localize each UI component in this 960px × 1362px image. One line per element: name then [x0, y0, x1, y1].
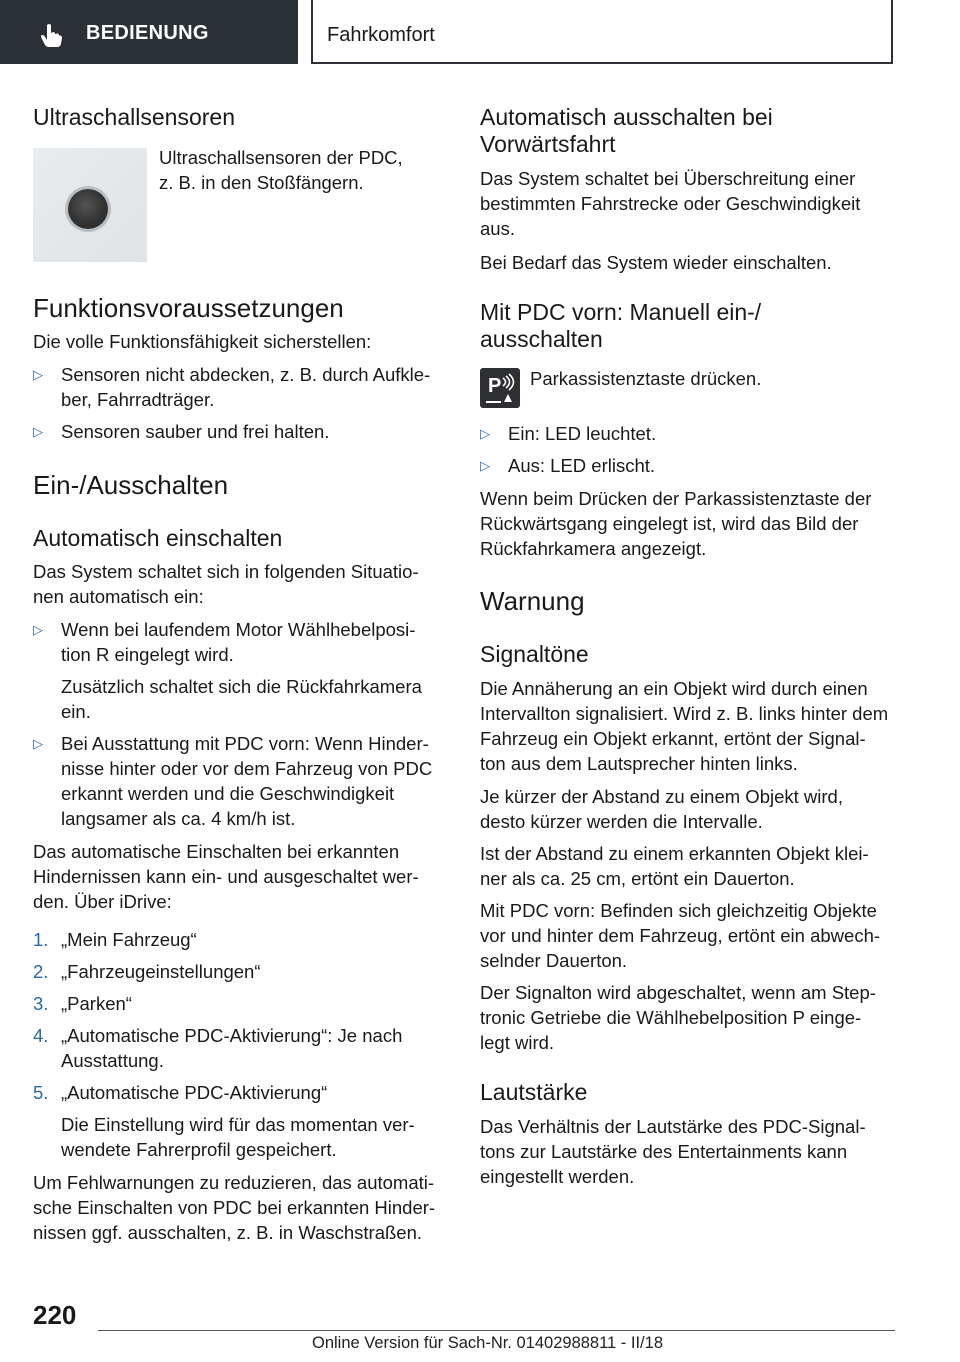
signal-p1-4: ton aus dem Lautsprecher hinten links. [480, 753, 798, 774]
bullet-icon: ▷ [33, 367, 43, 382]
auto-off-p1-3: aus. [480, 218, 515, 239]
manual-p-3: Rückfahrkamera angezeigt. [480, 538, 707, 559]
step-number: 5. [33, 1082, 49, 1103]
auto-off-p1-1: Das System schaltet bei Überschreitung einer [480, 168, 856, 189]
list-item: Wenn bei laufendem Motor Wählhebelposi- [61, 619, 416, 640]
svg-text:P: P [488, 375, 502, 397]
list-item: Ein: LED leuchtet. [508, 423, 657, 444]
manual-list [480, 421, 900, 481]
step-text: „Fahrzeugeinstellungen“ [61, 961, 261, 982]
list-item: Sensoren sauber und frei halten. [61, 421, 330, 442]
auto-off-heading-1: Automatisch ausschalten bei [480, 104, 773, 130]
auto-obstacle-line-3: den. Über iDrive: [33, 891, 172, 912]
signal-p5-3: legt wird. [480, 1032, 555, 1053]
sensors-heading: Ultraschallsensoren [33, 104, 235, 130]
auto-on-intro-1: Das System schaltet sich in folgenden Situatio- [33, 561, 419, 582]
signal-p5-2: tronic Getriebe die Wählhebelposition P einge- [480, 1007, 862, 1028]
list-item-cont: erkannt werden und die Geschwindigkeit [61, 783, 395, 804]
step-text: „Automatische PDC-Aktivierung“ [61, 1082, 328, 1103]
volume-heading: Lautstärke [480, 1079, 588, 1105]
sensors-caption-line-2: z. B. in den Stoßfängern. [159, 172, 364, 193]
signal-p3-1: Ist der Abstand zu einem erkannten Objekt klei- [480, 843, 869, 864]
auto-off-heading-2: Vorwärtsfahrt [480, 131, 616, 157]
list-item: Bei Ausstattung mit PDC vorn: Wenn Hinder- [61, 733, 429, 754]
step-text: „Mein Fahrzeug“ [61, 929, 197, 950]
idrive-steps [33, 927, 451, 1167]
step-text-cont: Die Einstellung wird für das momentan ver- [61, 1114, 415, 1135]
manual-p-2: Rückwärtsgang eingelegt ist, wird das Bild der [480, 513, 859, 534]
step-number: 2. [33, 961, 49, 982]
manual-heading-1: Mit PDC vorn: Manuell ein-/ [480, 299, 762, 325]
volume-p-1: Das Verhältnis der Lautstärke des PDC-Signal- [480, 1116, 866, 1137]
volume-p-2: tons zur Lautstärke des Entertainments kann [480, 1141, 848, 1162]
sensors-caption-line-1: Ultraschallsensoren der PDC, [159, 147, 403, 168]
step-text: „Parken“ [61, 993, 132, 1014]
signal-p3-2: ner als ca. 25 cm, ertönt ein Dauerton. [480, 868, 795, 889]
warning-heading: Warnung [480, 586, 585, 616]
ultrasonic-sensor-image [33, 148, 147, 262]
manual-caption: Parkassistenztaste drücken. [530, 368, 762, 389]
list-item: Sensoren nicht abdecken, z. B. durch Aufkle- [61, 364, 431, 385]
step-text: „Automatische PDC-Aktivierung“: Je nach [61, 1025, 403, 1046]
auto-obstacle-line-1: Das automatische Einschalten bei erkannten [33, 841, 400, 862]
hand-pointer-icon [38, 22, 64, 48]
bullet-icon: ▷ [33, 736, 43, 751]
auto-on-intro-2: nen automatisch ein: [33, 586, 204, 607]
signal-p2-2: desto kürzer werden die Intervalle. [480, 811, 763, 832]
step-number: 4. [33, 1025, 49, 1046]
step-text-cont: wendete Fahrerprofil gespeichert. [61, 1139, 337, 1160]
step-number: 3. [33, 993, 49, 1014]
signal-p1-3: Fahrzeug ein Objekt erkannt, ertönt der Signal- [480, 728, 866, 749]
requirements-heading: Funktionsvoraussetzungen [33, 293, 344, 323]
bullet-icon: ▷ [33, 424, 43, 439]
step-number: 1. [33, 929, 49, 950]
auto-off-p1-2: bestimmten Fahrstrecke oder Geschwindigkeit [480, 193, 861, 214]
footer-divider [98, 1330, 895, 1331]
chapter-box [311, 0, 893, 64]
auto-on-list [33, 617, 451, 837]
volume-p-3: eingestellt werden. [480, 1166, 635, 1187]
requirements-list [33, 362, 451, 442]
signal-p4-2: vor und hinter dem Fahrzeug, ertönt ein abwech- [480, 925, 881, 946]
closing-line-2: sche Einschalten von PDC bei erkannten Hinder- [33, 1197, 436, 1218]
bullet-icon: ▷ [480, 458, 490, 473]
requirements-intro: Die volle Funktionsfähigkeit sicherstellen: [33, 331, 372, 352]
bullet-icon: ▷ [480, 426, 490, 441]
section-label: BEDIENUNG [86, 22, 209, 44]
auto-off-p2: Bei Bedarf das System wieder einschalten. [480, 252, 832, 273]
page-number: 220 [33, 1300, 77, 1330]
signal-p4-3: selnder Dauerton. [480, 950, 628, 971]
signal-heading: Signaltöne [480, 641, 589, 667]
auto-obstacle-line-2: Hindernissen kann ein- und ausgeschaltet wer- [33, 866, 419, 887]
manual-heading-2: ausschalten [480, 326, 603, 352]
list-item-cont: ber, Fahrradträger. [61, 389, 215, 410]
onoff-heading: Ein-/Ausschalten [33, 470, 229, 500]
chapter-label: Fahrkomfort [327, 24, 435, 46]
list-item-cont: nisse hinter oder vor dem Fahrzeug von PDC [61, 758, 433, 779]
list-item: Aus: LED erlischt. [508, 455, 656, 476]
signal-p1-2: Intervallton signalisiert. Wird z. B. links hinter dem [480, 703, 889, 724]
step-text-cont: Ausstattung. [61, 1050, 164, 1071]
signal-p4-1: Mit PDC vorn: Befinden sich gleichzeitig Objekte [480, 900, 877, 921]
list-item-cont: langsamer als ca. 4 km/h ist. [61, 808, 296, 829]
online-version-note: Online Version für Sach-Nr. 01402988811 - II/18 [312, 1334, 663, 1352]
bullet-icon: ▷ [33, 622, 43, 637]
sensor-disc-icon [68, 189, 108, 229]
signal-p2-1: Je kürzer der Abstand zu einem Objekt wird, [480, 786, 843, 807]
list-item-cont: ein. [61, 701, 91, 722]
section-tab [0, 0, 298, 64]
signal-p5-1: Der Signalton wird abgeschaltet, wenn am Step- [480, 982, 876, 1003]
closing-line-3: nissen ggf. ausschalten, z. B. in Waschstraßen. [33, 1222, 423, 1243]
manual-p-1: Wenn beim Drücken der Parkassistenztaste der [480, 488, 872, 509]
auto-on-heading: Automatisch einschalten [33, 525, 283, 551]
list-item-cont: Zusätzlich schaltet sich die Rückfahrkamera [61, 676, 422, 697]
signal-p1-1: Die Annäherung an ein Objekt wird durch einen [480, 678, 868, 699]
park-assist-button-icon [480, 368, 520, 408]
list-item-cont: tion R eingelegt wird. [61, 644, 234, 665]
closing-line-1: Um Fehlwarnungen zu reduzieren, das automati- [33, 1172, 435, 1193]
park-assist-symbol-icon [480, 368, 520, 408]
